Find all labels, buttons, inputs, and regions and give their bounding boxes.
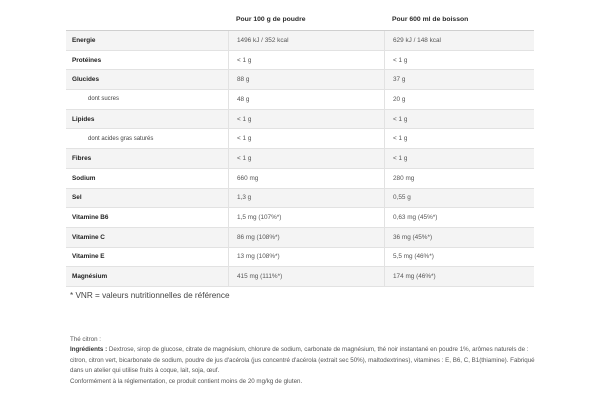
value-per-100g: < 1 g: [228, 149, 384, 168]
value-per-600ml: 280 mg: [384, 169, 534, 188]
table-row: [66, 169, 534, 189]
value-per-100g: 1,3 g: [228, 189, 384, 208]
value-per-600ml: 0,55 g: [384, 189, 534, 208]
value-per-600ml: < 1 g: [384, 149, 534, 168]
table-body: [66, 31, 534, 287]
table-row: [66, 208, 534, 228]
vnr-footnote: * VNR = valeurs nutritionnelles de référence: [70, 291, 230, 300]
value-per-100g: 13 mg (108%*): [228, 248, 384, 267]
nutrient-name: Vitamine B6: [72, 214, 109, 222]
gluten-statement: Conformément à la réglementation, ce produit contient moins de 20 mg/kg de gluten.: [70, 377, 303, 385]
value-per-100g: 88 g: [228, 70, 384, 89]
value-per-100g: < 1 g: [228, 129, 384, 148]
ingredients-label: Ingrédients :: [70, 346, 108, 354]
nutrient-name: Protéines: [72, 56, 102, 64]
table-row: [66, 248, 534, 268]
value-per-600ml: 20 g: [384, 90, 534, 109]
nutrient-name: Energie: [72, 36, 96, 44]
value-per-600ml: 5,5 mg (46%*): [384, 248, 534, 267]
value-per-600ml: 174 mg (46%*): [384, 267, 534, 286]
nutrient-name: Sel: [72, 194, 82, 202]
table-row: [66, 90, 534, 110]
table-row: [66, 267, 534, 287]
nutrient-name: Fibres: [72, 154, 92, 162]
table-row: [66, 149, 534, 169]
value-per-600ml: < 1 g: [384, 51, 534, 70]
ingredients-list: Dextrose, sirop de glucose, citrate de magnésium, chlorure de sodium, carbonate de magnésium, thé noir instantané en poudre 1%, arômes naturels de : citron, citron vert, bicarbonate de sodium, poudre de jus d'acérola (jus concentré d'acérola (extrait sec 50%), maltodextrines), vitamines : E, B6, C, B1(thiamine). Fabriqué dans un atelier qui utilise fruits à coque, lait, soja, œuf.: [70, 346, 535, 375]
nutrition-table: [66, 8, 534, 287]
header-per-600ml: Pour 600 ml de boisson: [392, 15, 469, 23]
table-row: [66, 129, 534, 149]
value-per-100g: < 1 g: [228, 110, 384, 129]
nutrient-name: Vitamine C: [72, 233, 105, 241]
value-per-100g: 660 mg: [228, 169, 384, 188]
table-row: [66, 110, 534, 130]
ingredients-text: [70, 345, 540, 376]
nutrient-name: Glucides: [72, 76, 99, 84]
table-row: [66, 189, 534, 209]
value-per-600ml: < 1 g: [384, 110, 534, 129]
nutrient-name: Magnésium: [72, 273, 108, 281]
table-row: [66, 51, 534, 71]
header-per-100g: Pour 100 g de poudre: [236, 15, 306, 23]
value-per-100g: < 1 g: [228, 51, 384, 70]
flavor-title: Thé citron :: [70, 336, 101, 343]
table-row: [66, 31, 534, 51]
value-per-600ml: < 1 g: [384, 129, 534, 148]
table-header: [66, 8, 534, 31]
value-per-100g: 86 mg (108%*): [228, 228, 384, 247]
table-row: [66, 70, 534, 90]
nutrient-name: Sodium: [72, 174, 96, 182]
value-per-100g: 415 mg (111%*): [228, 267, 384, 286]
value-per-100g: 1496 kJ / 352 kcal: [228, 31, 384, 50]
value-per-600ml: 629 kJ / 148 kcal: [384, 31, 534, 50]
nutrient-name: Lipides: [72, 115, 95, 123]
nutrient-name: Vitamine E: [72, 253, 105, 261]
value-per-100g: 48 g: [228, 90, 384, 109]
table-row: [66, 228, 534, 248]
value-per-600ml: 36 mg (45%*): [384, 228, 534, 247]
nutrient-name: dont acides gras saturés: [88, 135, 154, 142]
value-per-100g: 1,5 mg (107%*): [228, 208, 384, 227]
ingredients-block: [70, 335, 540, 387]
nutrient-name: dont sucres: [88, 96, 120, 103]
value-per-600ml: 0,63 mg (45%*): [384, 208, 534, 227]
value-per-600ml: 37 g: [384, 70, 534, 89]
